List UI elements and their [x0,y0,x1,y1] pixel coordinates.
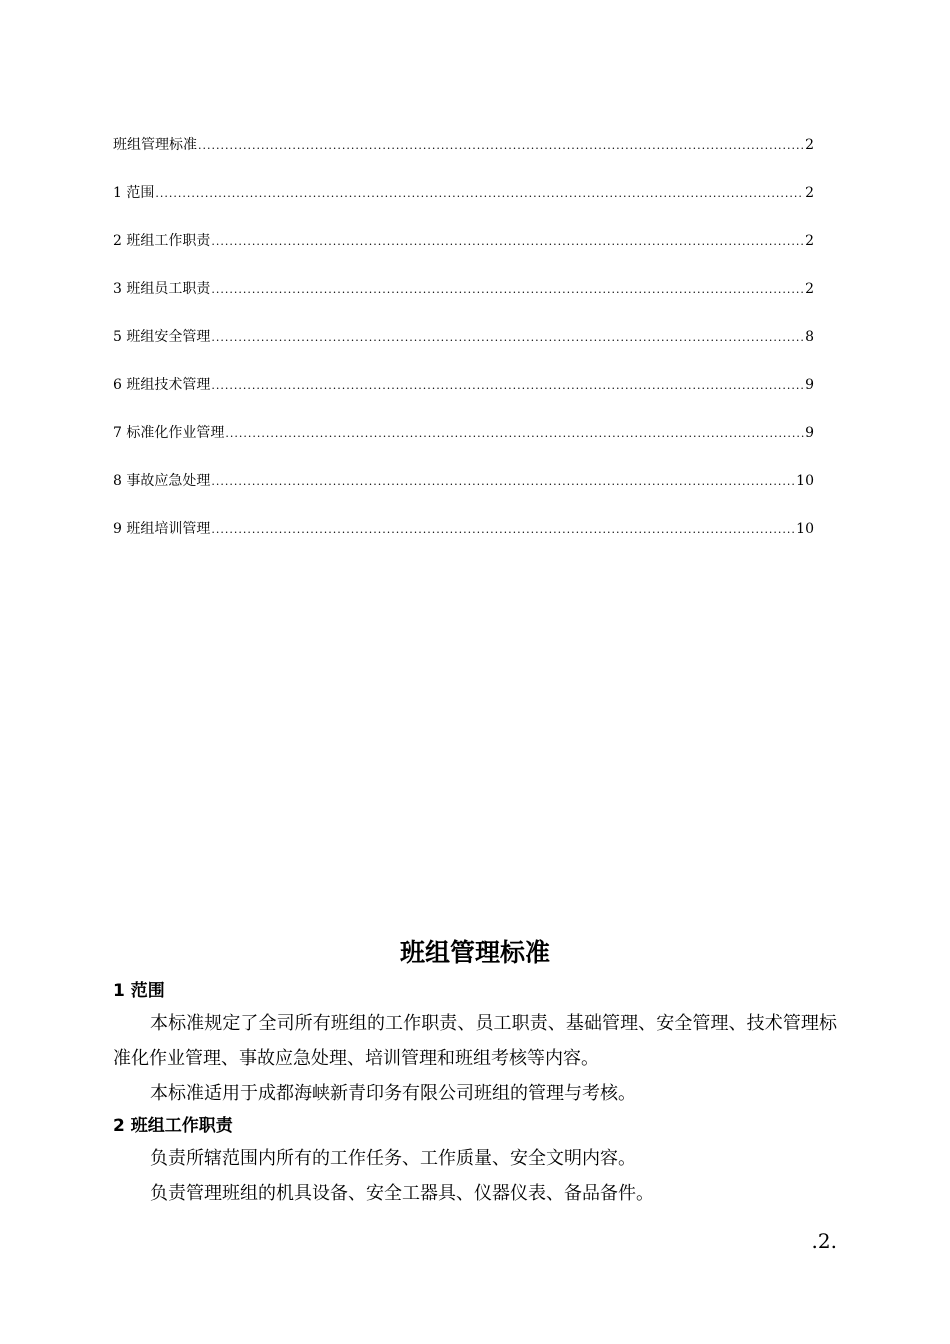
toc-entry-page: 2 [805,185,814,201]
toc-entry-label: 班组管理标准 [113,137,197,153]
toc-entry-page: 9 [805,377,814,393]
table-of-contents [113,134,814,566]
toc-dot-leader [211,231,804,253]
toc-entry-page: 10 [796,521,814,537]
toc-entry[interactable] [113,326,814,374]
toc-dot-leader [211,279,804,301]
toc-entry[interactable] [113,518,814,566]
toc-entry-page: 10 [796,473,814,489]
toc-entry-label: 6 班组技术管理 [113,377,211,393]
toc-entry-label: 5 班组安全管理 [113,329,211,345]
toc-entry-label: 9 班组培训管理 [113,521,211,537]
toc-entry-page: 2 [805,137,814,153]
page-number: .2. [811,1229,837,1253]
toc-entry[interactable] [113,374,814,422]
toc-entry-page: 2 [805,281,814,297]
toc-entry[interactable] [113,422,814,470]
toc-entry-label: 3 班组员工职责 [113,281,211,297]
toc-entry[interactable] [113,134,814,182]
toc-entry-page: 9 [805,425,814,441]
toc-dot-leader [211,519,795,541]
toc-entry[interactable] [113,278,814,326]
toc-entry-label: 7 标准化作业管理 [113,425,225,441]
toc-dot-leader [211,327,804,349]
document-body [113,930,837,1211]
paragraph: 本标准适用于成都海峡新青印务有限公司班组的管理与考核。 [150,1083,636,1104]
toc-dot-leader [211,375,804,397]
paragraph: 本标准规定了全司所有班组的工作职责、员工职责、基础管理、安全管理、技术管理标准化作业管理、事故应急处理、培训管理和班组考核等内容。 [113,1013,837,1069]
document-title: 班组管理标准 [399,938,550,967]
toc-entry-label: 8 事故应急处理 [113,473,211,489]
toc-entry-page: 2 [805,233,814,249]
toc-entry-label: 2 班组工作职责 [113,233,211,249]
section-heading-team-duties: 2 班组工作职责 [113,1116,233,1136]
toc-entry-page: 8 [805,329,814,345]
section-heading-scope: 1 范围 [113,981,165,1001]
toc-dot-leader [155,183,804,205]
toc-entry-label: 1 范围 [113,185,155,201]
paragraph: 负责所辖范围内所有的工作任务、工作质量、安全文明内容。 [150,1148,636,1169]
toc-entry[interactable] [113,470,814,518]
toc-entry[interactable] [113,182,814,230]
toc-entry[interactable] [113,230,814,278]
toc-dot-leader [225,423,804,445]
toc-dot-leader [198,135,804,157]
paragraph: 负责管理班组的机具设备、安全工器具、仪器仪表、备品备件。 [150,1183,654,1204]
toc-dot-leader [211,471,795,493]
